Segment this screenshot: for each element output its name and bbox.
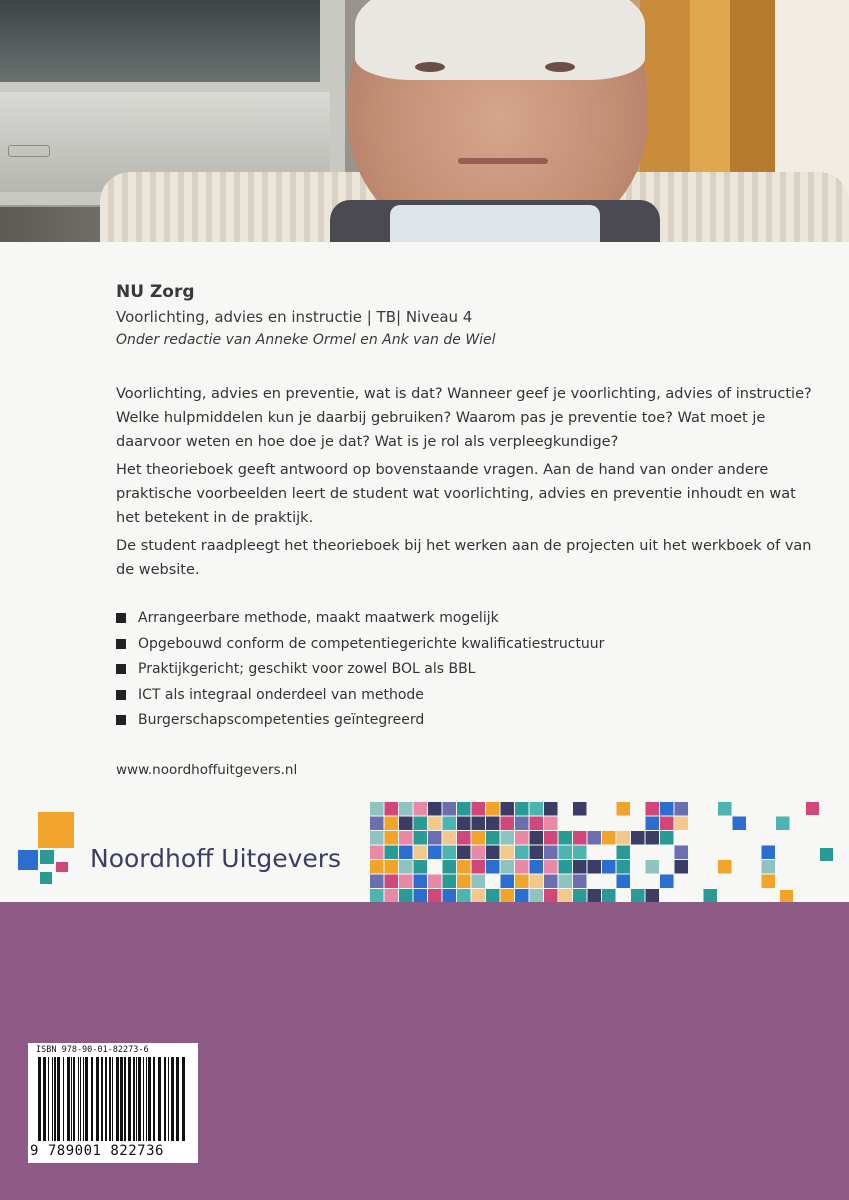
barcode-bar: [116, 1057, 119, 1141]
description-paragraph-3: De student raadpleegt het theorieboek bij het werken aan de projecten uit het werkboek of van de website.: [116, 538, 812, 578]
barcode-bar: [164, 1057, 166, 1141]
barcode-bar: [80, 1057, 81, 1141]
feature-item: Praktijkgericht; geschikt voor zowel BOL als BBL: [116, 659, 604, 685]
barcode-bar: [146, 1057, 147, 1141]
bullet-square-icon: [116, 613, 126, 623]
publisher-website: www.noordhoffuitgevers.nl: [116, 762, 298, 778]
bullet-square-icon: [116, 690, 126, 700]
barcode-bar: [136, 1057, 137, 1141]
feature-item: Opgebouwd conform de competentiegerichte kwalificatiestructuur: [116, 634, 604, 660]
barcode-number: 9 789001 822736: [30, 1143, 164, 1159]
barcode-bar: [158, 1057, 161, 1141]
barcode-bar: [78, 1057, 79, 1141]
bullet-square-icon: [116, 664, 126, 674]
barcode-bar: [182, 1057, 185, 1141]
barcode-bar: [67, 1057, 70, 1141]
barcode-bar: [38, 1057, 41, 1141]
barcode-bar: [171, 1057, 174, 1141]
barcode-bar: [128, 1057, 131, 1141]
feature-item: Arrangeerbare methode, maakt maatwerk mogelijk: [116, 608, 604, 634]
barcode-bar: [96, 1057, 99, 1141]
barcode-bar: [43, 1057, 46, 1141]
barcode-bar: [105, 1057, 107, 1141]
barcode-bars: [36, 1057, 188, 1141]
feature-item: Burgerschapscompetenties geïntegreerd: [116, 710, 604, 736]
barcode-bar: [48, 1057, 49, 1141]
barcode-bar: [71, 1057, 72, 1141]
barcode-bar: [138, 1057, 141, 1141]
bullet-square-icon: [116, 715, 126, 725]
cover-photo-elderly-man: [0, 0, 849, 242]
barcode-bar: [133, 1057, 135, 1141]
book-subtitle: Voorlichting, advies en instructie | TB| Niveau 4: [116, 308, 473, 326]
barcode-bar: [73, 1057, 75, 1141]
barcode-bar: [148, 1057, 151, 1141]
barcode-bar: [52, 1057, 53, 1141]
isbn-barcode: [28, 1043, 198, 1163]
isbn-label: ISBN 978-90-01-82273-6: [36, 1045, 149, 1055]
description-paragraph-2: Het theorieboek geeft antwoord op bovenstaande vragen. Aan de hand van onder andere praktische voorbeelden leert de student wat voorlichting, advies en preventie inhoudt en wat het betekent in de praktijk.: [116, 462, 796, 526]
description-paragraph-1: Voorlichting, advies en preventie, wat is dat? Wanneer geef je voorlichting, advies of instructie? Welke hulpmiddelen kun je daarbij gebruiken? Waarom pas je preventie toe? Wat moet je daarvoor weten en hoe doe je dat? Wat is je rol als verpleegkundige?: [116, 386, 812, 450]
series-title: NU Zorg: [116, 282, 195, 302]
barcode-bar: [112, 1057, 113, 1141]
book-editors: Onder redactie van Anneke Ormel en Ank van de Wiel: [116, 332, 496, 348]
barcode-bar: [91, 1057, 93, 1141]
bullet-square-icon: [116, 639, 126, 649]
feature-list: [116, 608, 604, 736]
barcode-bar: [176, 1057, 179, 1141]
barcode-bar: [85, 1057, 88, 1141]
barcode-bar: [63, 1057, 64, 1141]
barcode-bar: [143, 1057, 144, 1141]
barcode-bar: [54, 1057, 56, 1141]
feature-item: ICT als integraal onderdeel van methode: [116, 685, 604, 711]
barcode-bar: [83, 1057, 84, 1141]
publisher-logo-wordmark: Noordhoff Uitgevers: [90, 844, 342, 873]
barcode-bar: [57, 1057, 60, 1141]
barcode-bar: [168, 1057, 169, 1141]
barcode-bar: [101, 1057, 103, 1141]
barcode-bar: [124, 1057, 126, 1141]
barcode-bar: [109, 1057, 111, 1141]
barcode-bar: [153, 1057, 155, 1141]
barcode-bar: [120, 1057, 123, 1141]
